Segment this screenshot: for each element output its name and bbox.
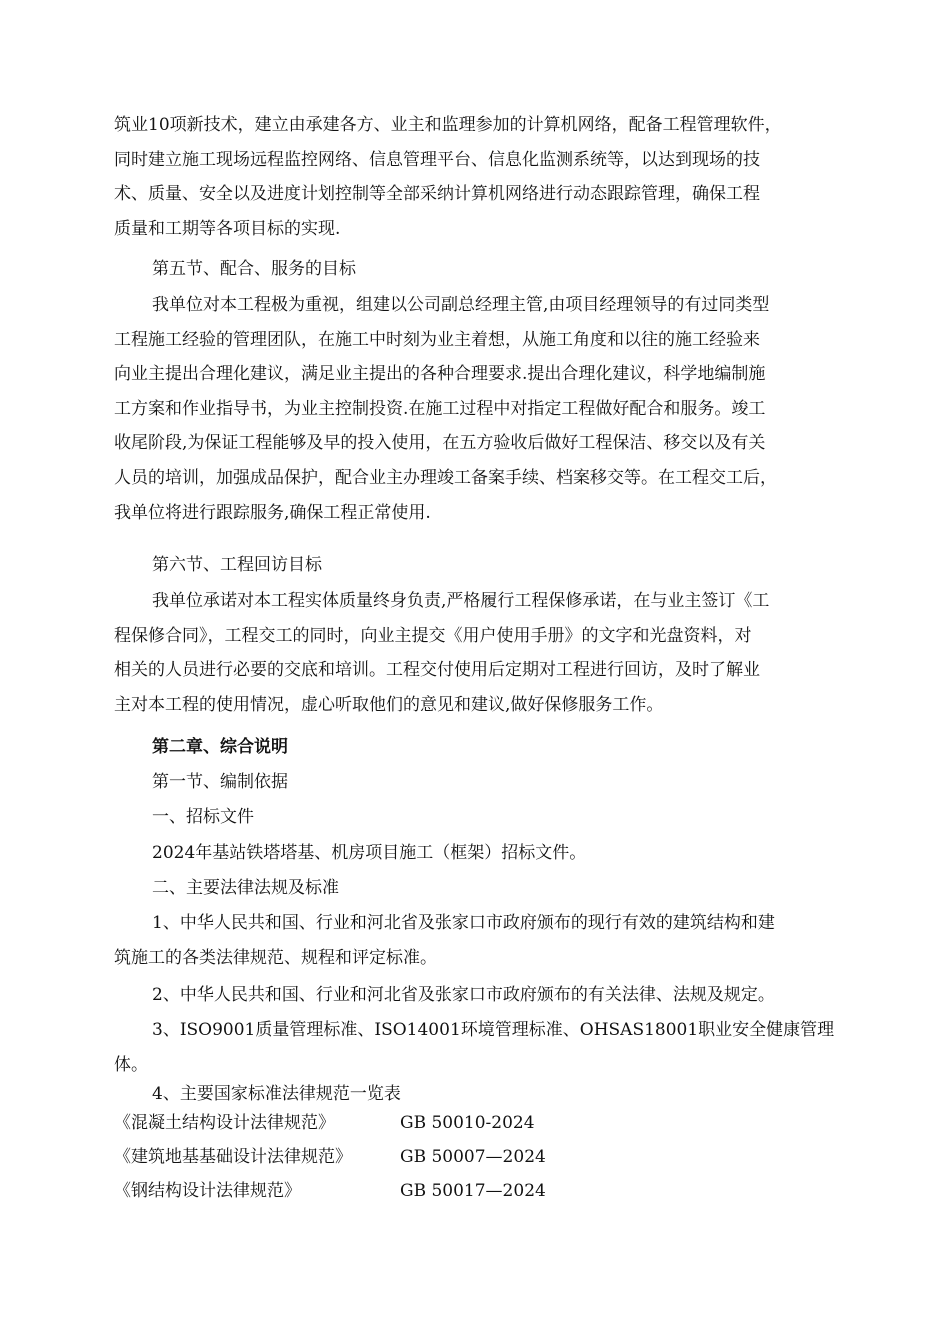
text-line: 向业主提出合理化建议，满足业主提出的各种合理要求.提出合理化建议，科学地编制施 [114,364,766,385]
text-line: 相关的人员进行必要的交底和培训。工程交付使用后定期对工程进行回访，及时了解业 [114,660,760,681]
item1-text-block [114,836,834,871]
section-heading: 第一节、编制依据 [152,772,288,792]
text-line: 筑施工的各类法律规范、规程和评定标准。 [114,947,437,968]
paragraph-tech-network [114,108,834,246]
standard-row [114,1106,834,1140]
text-line: 人员的培训，加强成品保护，配合业主办理竣工备案手续、档案移交等。在工程交工后， [114,467,777,488]
text-line: 术、质量、安全以及进度计划控制等全部采纳计算机网络进行动态跟踪管理，确保工程 [114,184,760,205]
standard-name: 《混凝土结构设计法律规范》 [114,1113,335,1133]
section5-heading-block [114,252,834,287]
standard-code: GB 50010-2024 [400,1113,535,1133]
text-line: 筑业10项新技术，建立由承建各方、业主和监理参加的计算机网络，配备工程管理软件， [114,115,782,135]
section-heading: 第五节、配合、服务的目标 [152,259,356,279]
item-heading: 二、主要法律法规及标准 [152,878,339,898]
item2-heading-block [114,871,834,906]
text-line: 主对本工程的使用情况，虚心听取他们的意见和建议,做好保修服务工作。 [114,694,664,715]
chapter-heading: 第二章、综合说明 [152,737,288,757]
section1-heading-block [114,765,834,800]
standard-code: GB 50007—2024 [400,1147,546,1167]
paragraph-service-goals [114,288,834,530]
text-line: 工方案和作业指导书，为业主控制投资.在施工过程中对指定工程做好配合和服务。竣工 [114,398,766,419]
law3-block [114,1013,834,1082]
text-line: 我单位承诺对本工程实体质量终身负责,严格履行工程保修承诺，在与业主签订《工 [152,591,770,611]
standards-table [114,1106,834,1208]
section6-heading-block [114,548,834,583]
standard-row [114,1174,834,1208]
text-line: 程保修合同》，工程交工的同时，向业主提交《用户使用手册》的文字和光盘资料，对 [114,625,752,646]
text-line: 同时建立施工现场远程监控网络、信息管理平台、信息化监测系统等，以达到现场的技 [114,149,760,170]
item-heading: 4、主要国家标准法律规范一览表 [152,1084,401,1104]
standard-name: 《建筑地基基础设计法律规范》 [114,1147,352,1167]
text-line: 3、ISO9001质量管理标准、ISO14001环境管理标准、OHSAS18001职业安全健康管理 [152,1020,835,1040]
item-heading: 一、招标文件 [152,807,254,827]
text-line: 2、中华人民共和国、行业和河北省及张家口市政府颁布的有关法律、法规及规定。 [152,985,775,1005]
text-line: 质量和工期等各项目标的实现. [114,218,341,239]
text-line: 我单位对本工程极为重视，组建以公司副总经理主管,由项目经理领导的有过同类型 [152,295,770,315]
text-line: 2024年基站铁塔塔基、机房项目施工（框架）招标文件。 [152,843,587,863]
law4-heading-block [114,1080,834,1108]
section-heading: 第六节、工程回访目标 [152,555,322,575]
text-line: 1、中华人民共和国、行业和河北省及张家口市政府颁布的现行有效的建筑结构和建 [152,913,775,933]
item1-heading-block [114,800,834,835]
standard-name: 《钢结构设计法律规范》 [114,1181,301,1201]
text-line: 工程施工经验的管理团队，在施工中时刻为业主着想，从施工角度和以往的施工经验来 [114,329,760,350]
standard-code: GB 50017—2024 [400,1181,546,1201]
text-line: 收尾阶段,为保证工程能够及早的投入使用，在五方验收后做好工程保洁、移交以及有关 [114,433,766,454]
chapter2-heading-block [114,730,834,765]
paragraph-revisit-goals [114,584,834,722]
text-line: 体。 [114,1054,148,1075]
standard-row [114,1140,834,1174]
law1-block [114,906,834,975]
text-line: 我单位将进行跟踪服务,确保工程正常使用. [114,502,431,523]
law2-block [114,978,834,1013]
